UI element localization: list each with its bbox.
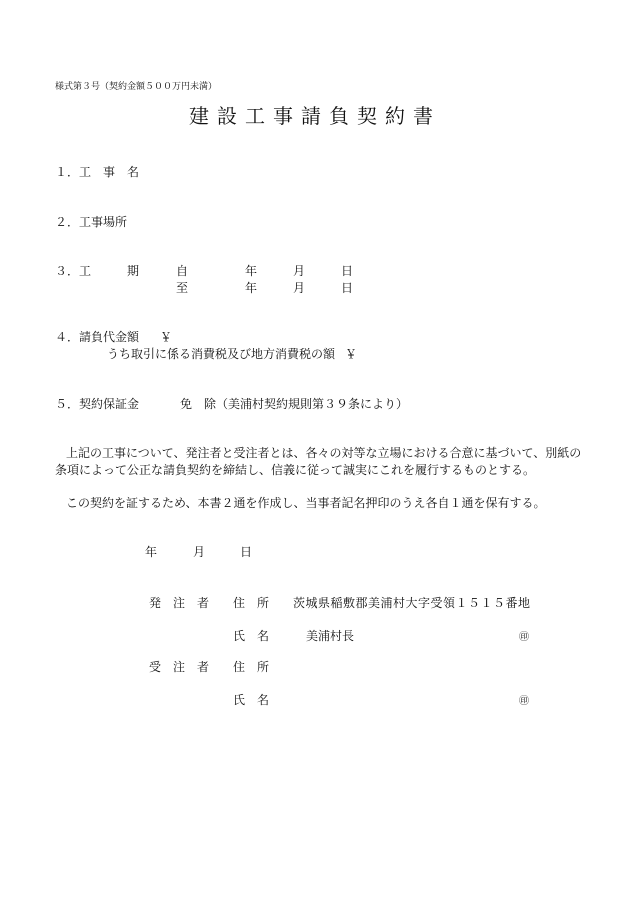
guarantee-value: 免 除（美浦村契約規則第３９条により） (180, 397, 409, 411)
orderer-seal-mark: ㊞ (519, 632, 529, 643)
tax-amount-yen: ￥ (345, 347, 358, 361)
date-day: 日 (240, 545, 253, 559)
item-5-label: ５．契約保証金 (55, 397, 140, 411)
period-to-label: 至 (176, 281, 189, 295)
item-2-label: ２．工事場所 (55, 215, 128, 229)
contractor-name-label: 氏 名 (233, 693, 270, 707)
item-3-label: ３．工 期 (55, 264, 140, 278)
period-to-month: 月 (293, 281, 306, 295)
period-from-year: 年 (245, 264, 258, 278)
period-from-day: 日 (341, 264, 354, 278)
tax-amount-label: うち取引に係る消費税及び地方消費税の額 (107, 347, 336, 361)
document-title: 建設工事請負契約書 (189, 104, 441, 128)
item-4-label: ４．請負代金額 (55, 330, 140, 344)
item-1-label: １．工 事 名 (55, 165, 140, 179)
period-from-label: 自 (176, 264, 189, 278)
contractor-address-label: 住 所 (233, 660, 270, 674)
period-from-month: 月 (293, 264, 306, 278)
date-month: 月 (193, 545, 206, 559)
orderer-address-label: 住 所 (233, 596, 270, 610)
orderer-name: 美浦村長 (306, 629, 355, 643)
contractor-label: 受 注 者 (149, 660, 210, 674)
body-paragraph-1-line-2: 条項によって公正な請負契約を締結し、信義に従って誠実にこれを履行するものとする。 (55, 463, 536, 477)
orderer-address: 茨城県稲敷郡美浦村大字受領１５１５番地 (293, 596, 531, 610)
body-paragraph-1-line-1: 上記の工事について、発注者と受注者とは、各々の対等な立場における合意に基づいて、別紙の (66, 446, 582, 460)
form-number: 様式第３号（契約金額５００万円未満） (55, 82, 218, 92)
period-to-day: 日 (341, 281, 354, 295)
date-year: 年 (145, 545, 158, 559)
orderer-label: 発 注 者 (149, 596, 210, 610)
contract-amount-yen: ￥ (160, 330, 173, 344)
orderer-name-label: 氏 名 (233, 629, 270, 643)
body-paragraph-2: この契約を証するため、本書２通を作成し、当事者記名押印のうえ各自１通を保有する。 (66, 496, 546, 510)
period-to-year: 年 (245, 281, 258, 295)
contractor-seal-mark: ㊞ (519, 696, 529, 707)
